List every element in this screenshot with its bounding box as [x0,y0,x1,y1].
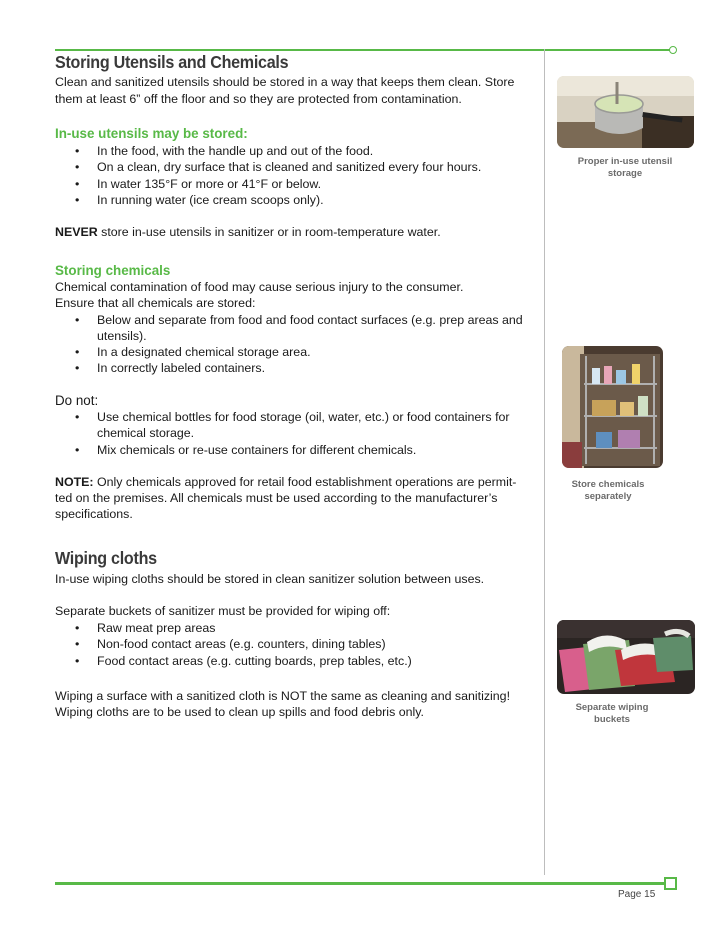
storing-chemicals-heading: Storing chemicals [55,263,171,278]
never-rest: store in-use utensils in sanitizer or in room-temperature water. [97,225,441,239]
donot-item: Mix chemicals or re-use containers for different chemicals. [97,443,417,457]
inuse-item: In running water (ice cream scoops only). [97,193,324,207]
note-rest: Only chemicals approved for retail food establishment operations are permit- [93,475,517,489]
inuse-item: In water 135°F or more or 41°F or below. [97,177,322,191]
caption-line: Store chemicals [571,479,645,490]
do-not-label: Do not: [55,393,99,408]
wiping-item: Raw meat prep areas [97,621,216,635]
donot-item-continued: chemical storage. [97,426,195,440]
caption-line: separately [584,491,632,502]
bottom-rule-endpoint [664,877,677,890]
bullet: • [75,345,80,359]
caption-wiping-buckets [542,702,682,726]
inuse-item: In the food, with the handle up and out of the food. [97,144,374,158]
top-rule [55,49,670,51]
inuse-utensils-heading: In-use utensils may be stored: [55,126,248,141]
chem-item: In a designated chemical storage area. [97,345,311,359]
chem-item-continued: utensils). [97,329,147,343]
inuse-item: On a clean, dry surface that is cleaned and sanitized every four hours. [97,160,482,174]
bullet: • [75,637,80,651]
wiping-item: Food contact areas (e.g. cutting boards, prep tables, etc.) [97,654,412,668]
chem-item: Below and separate from food and food contact surfaces (e.g. prep areas and [97,313,523,327]
bullet: • [75,410,80,424]
page-number: Page 15 [618,889,656,900]
never-bold: NEVER [55,225,98,239]
wiping-line-2: Separate buckets of sanitizer must be provided for wiping off: [55,604,391,618]
bullet: • [75,144,80,158]
chem-item: In correctly labeled containers. [97,361,266,375]
chem-line-2: Ensure that all chemicals are stored: [55,296,256,310]
intro-line-2: them at least 6” off the floor and so they are protected from contamination. [55,92,462,106]
section-title-utensils-chemicals: Storing Utensils and Chemicals [55,52,289,72]
note-line-1 [55,474,516,491]
bottom-rule [55,882,667,885]
chemical-storage-photo [562,346,663,468]
caption-line: storage [607,168,643,179]
intro-line-1: Clean and sanitized utensils should be stored in a way that keeps them clean. Store [55,75,515,89]
bullet: • [75,443,80,457]
never-statement [55,224,441,241]
column-divider [544,49,545,875]
bullet: • [75,361,80,375]
wiping-line-1: In-use wiping cloths should be stored in clean sanitizer solution between uses. [55,572,485,586]
bullet: • [75,313,80,327]
caption-utensil-storage [555,156,695,180]
caption-line: buckets [594,714,630,725]
bullet: • [75,621,80,635]
bullet: • [75,160,80,174]
wiping-closing-1: Wiping a surface with a sanitized cloth is NOT the same as cleaning and sanitizing! [55,689,511,703]
caption-chemical-storage [538,479,678,503]
bullet: • [75,654,80,668]
wiping-closing-2: Wiping cloths are to be used to clean up spills and food debris only. [55,705,424,719]
utensil-storage-photo [557,76,694,148]
wiping-item: Non-food contact areas (e.g. counters, dining tables) [97,637,386,651]
donot-item: Use chemical bottles for food storage (oil, water, etc.) or food containers for [97,410,510,424]
caption-line: Proper in-use utensil [577,156,673,167]
note-bold: NOTE: [55,475,94,489]
wiping-buckets-photo [557,620,695,694]
bullet: • [75,193,80,207]
chem-line-1: Chemical contamination of food may cause serious injury to the consumer. [55,280,464,294]
note-line-2: ted on the premises. All chemicals must be used according to the manufacturer’s [55,491,498,505]
top-rule-endpoint [669,46,677,54]
caption-line: Separate wiping [575,702,649,713]
bullet: • [75,177,80,191]
section-title-wiping-cloths: Wiping cloths [55,548,157,568]
note-line-3: specifications. [55,507,133,521]
